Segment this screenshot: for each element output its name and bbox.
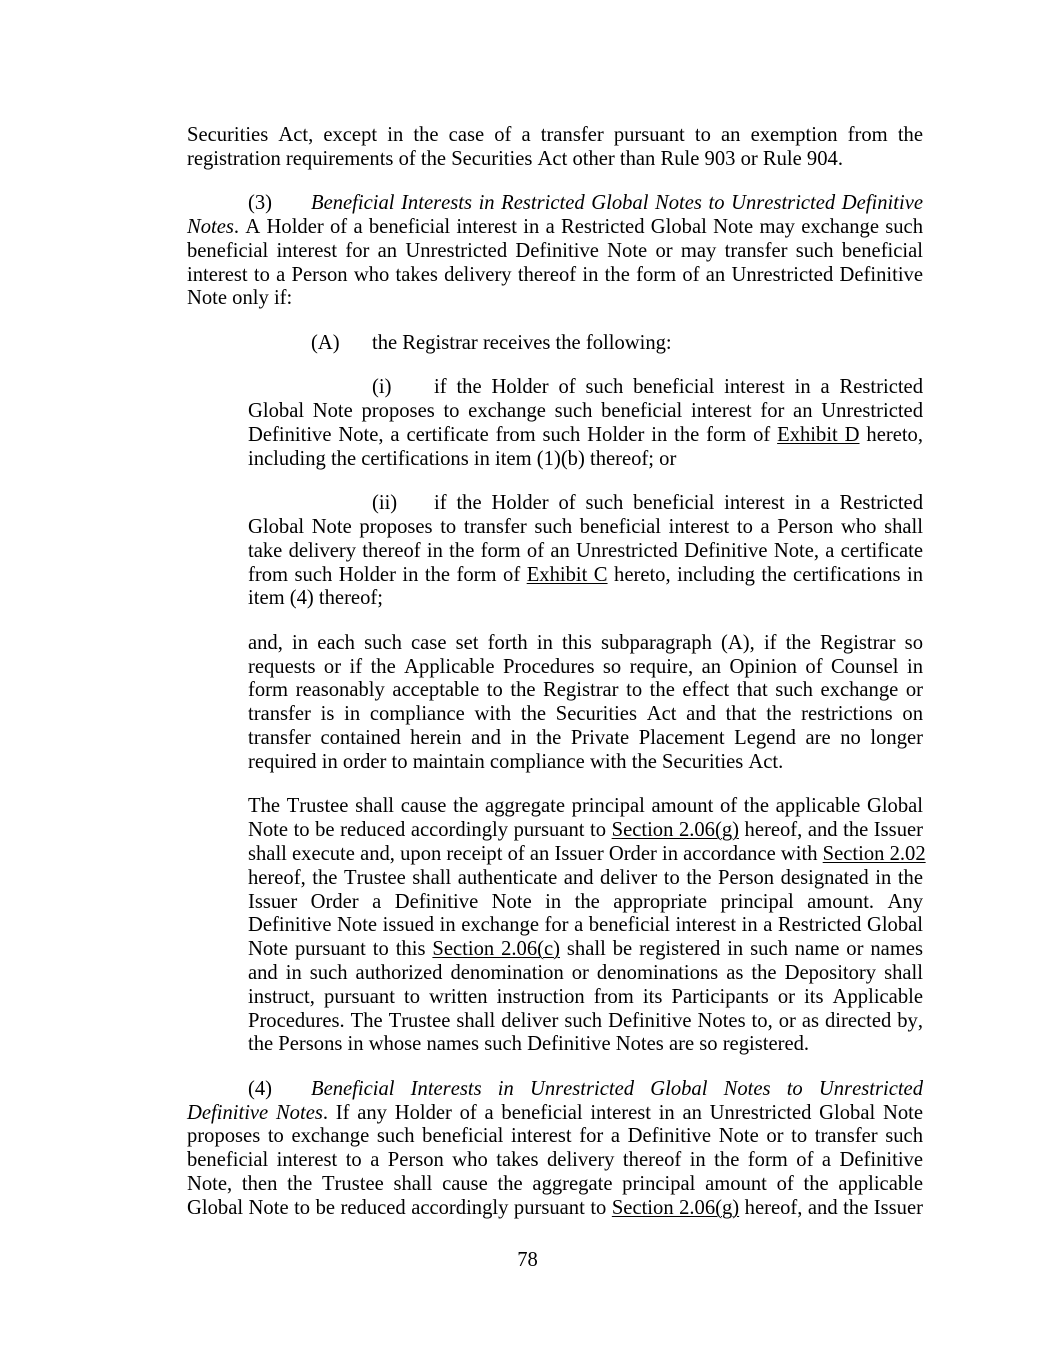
section-reference: Section 2.02 [822,842,926,865]
text-span: hereof, and the Issuer [739,1196,923,1219]
page-body [187,124,926,1241]
text-span: if the Holder of such beneficial interest in a Restricted [434,492,923,515]
text-line [187,216,923,240]
text-line: take delivery thereof in the form of an Unrestricted Definitive Note, a certificate [248,539,923,562]
text-line [248,842,926,867]
section-reference: Section 2.06(g) [611,819,739,842]
text-line: required in order to maintain compliance with the Securities Act. [248,750,784,773]
page-number: 78 [517,1249,538,1271]
text-span: hereto, including the certifications in [607,563,923,586]
text-span: Definitive Note, a certificate from such Holder in the form of [248,423,778,446]
text-line: beneficial interest for an Unrestricted Definitive Note or may transfer such beneficial [187,239,923,262]
exhibit-d-reference: Exhibit D [777,423,860,446]
item-ii-transfer-certificate [248,492,923,611]
text-line: beneficial interest to a Person who takes delivery thereof in the form of a Definitive [187,1149,923,1172]
text-line: Securities Act, except in the case of a transfer pursuant to an exemption from the [187,124,923,146]
text-line: instruct, pursuant to written instruction from its Participants or its Applicable [248,985,923,1008]
text-line: Global Note proposes to transfer such beneficial interest to a Person who shall [248,515,923,538]
text-span: Global Note to be reduced accordingly pursuant to [187,1196,612,1219]
text-span: if the Holder of such beneficial interest in a Restricted [434,376,923,399]
text-line: The Trustee shall cause the aggregate principal amount of the applicable Global [248,795,923,818]
text-line [187,332,923,356]
text-line: including the certifications in item (1)(b) thereof; or [248,447,677,470]
clause-heading: Notes [187,216,234,239]
trustee-reduction-paragraph [248,795,926,1057]
text-line: and in such authorized denomination or denominations as the Depository shall [248,961,923,984]
section-reference: Section 2.06(g) [611,1196,740,1219]
text-line [248,938,923,962]
clause-heading: Beneficial Interests in Unrestricted Global Notes to Unrestricted [311,1077,923,1100]
text-line: the Persons in whose names such Definitive Notes are so registered. [248,1033,810,1056]
text-line: registration requirements of the Securities Act other than Rule 903 or Rule 904. [187,147,843,170]
text-line: proposes to exchange such beneficial interest for a Definitive Note or to transfer such [187,1125,923,1148]
clause-4-unrestricted-to-definitive [187,1078,923,1221]
text-span: Note to be reduced accordingly pursuant to [248,819,612,842]
text-line [248,564,923,588]
text-line: Procedures. The Trustee shall deliver such Definitive Notes to, or as directed by, [248,1009,923,1032]
text-line: and, in each such case set forth in this subparagraph (A), if the Registrar so [248,631,923,654]
item-i-exchange-certificate [248,376,923,471]
text-span: hereto, [859,423,923,446]
clause-heading: Beneficial Interests in Restricted Global Notes to Unrestricted Definitive [311,192,923,215]
text-line: transfer is in compliance with the Securities Act and that the restrictions on [248,703,923,726]
text-line [187,192,923,216]
text-line: Note only if: [187,287,293,310]
text-line [248,492,923,516]
text-line [248,424,923,448]
text-span: . A Holder of a beneficial interest in a Restricted Global Note may exchange such [233,216,923,239]
clause-3-restricted-to-unrestricted-definitive [187,192,923,311]
clause-number: (4) [248,1077,273,1100]
text-span: shall execute and, upon receipt of an Issuer Order in accordance with [248,842,823,865]
clause-heading: Definitive Notes [187,1101,323,1124]
text-line: form reasonably acceptable to the Registrar to the effect that such exchange or [248,679,923,702]
text-line: transfer contained herein and in the Private Placement Legend are no longer [248,727,923,750]
text-line [187,1197,923,1221]
text-line [248,819,923,843]
text-line: Global Note proposes to exchange such beneficial interest for an Unrestricted [248,400,923,423]
text-line: requests or if the Applicable Procedures so require, an Opinion of Counsel in [248,655,923,678]
clause-number: (ii) [372,492,398,515]
text-line [187,1078,923,1102]
text-line: Issuer Order a Definitive Note in the appropriate principal amount. Any [248,890,923,913]
subclause-a-registrar-receives [187,332,923,356]
text-line: interest to a Person who takes delivery thereof in the form of an Unrestricted Definitive [187,263,923,286]
text-line [187,1102,923,1126]
text-line: item (4) thereof; [248,587,383,610]
clause-number: (3) [248,192,273,215]
text-line: Note, then the Trustee shall cause the aggregate principal amount of the applicable [187,1173,923,1196]
text-line: Definitive Note issued in exchange for a beneficial interest in a Restricted Global [248,914,923,937]
text-span: . If any Holder of a beneficial interest in an Unrestricted Global Note [322,1101,923,1124]
clause-number: (i) [372,376,392,399]
text-span: Note pursuant to this [248,938,433,961]
paragraph-securities-act-continuation [187,124,923,172]
text-line [248,376,923,400]
opinion-of-counsel-paragraph [248,632,923,775]
exhibit-c-reference: Exhibit C [526,563,608,586]
clause-number: (A) [311,331,340,354]
text-line: hereof, the Trustee shall authenticate and deliver to the Person designated in the [248,866,923,889]
text-span: from such Holder in the form of [248,563,527,586]
section-reference: Section 2.06(c) [432,938,560,961]
text-span: hereof, and the Issuer [739,819,923,842]
text-span: the Registrar receives the following: [372,331,672,354]
text-span: shall be registered in such name or names [560,938,923,961]
